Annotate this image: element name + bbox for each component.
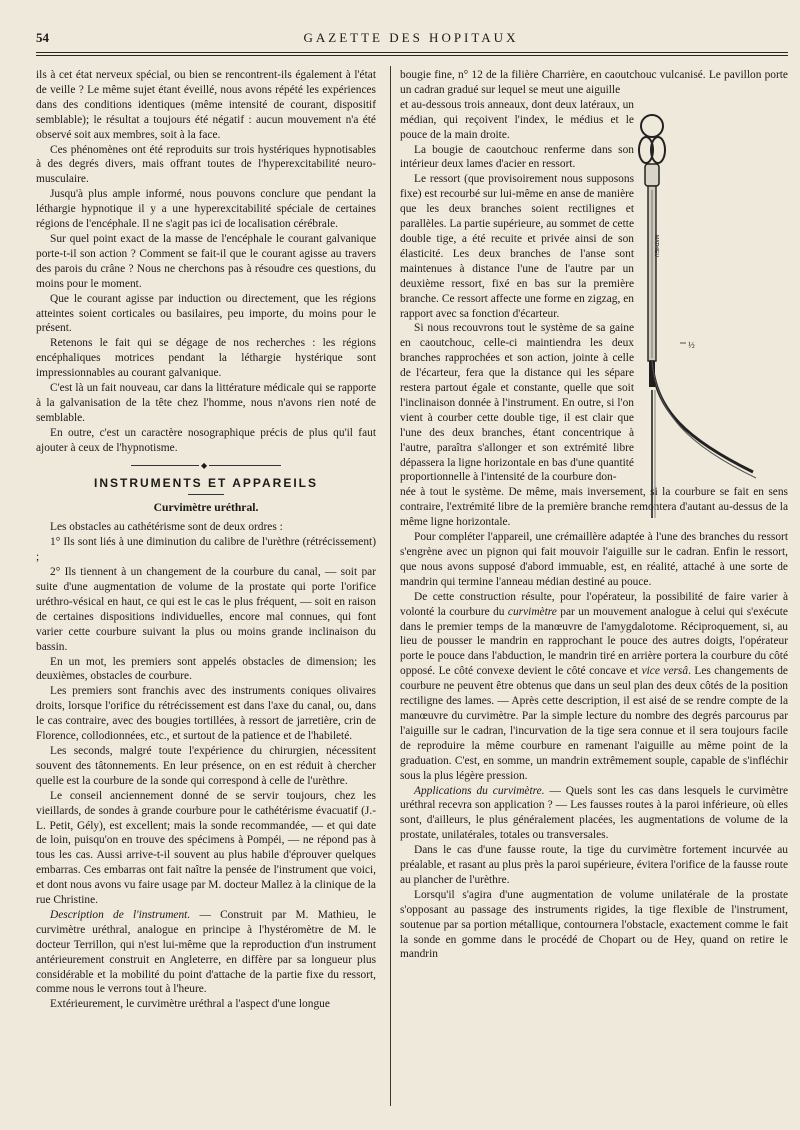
text-run: . Les changements de courbure ne peuvent être obtenus que dans un seul plan des deux côtés de la position rectiligne des lames. — Après cette description, il est aisé de se rendre compte de la manœuvre du curvimètre. Par la simple lecture du nombre des degrés parcourus par l'aiguille sur le cadran, l'incurvation de la tige sera connue et il sera toujours facile de reproduire la même courbure en ramenant l'aiguille au même point de la graduation. C'est, en somme, un mandrin extrêmement souple, capable de s'infléchir sous la plus légère pression. bbox=[400, 665, 788, 782]
paragraph: Extérieurement, le curvimètre uréthral a l'aspect d'une longue bbox=[50, 998, 330, 1011]
journal-title: GAZETTE DES HOPITAUX bbox=[303, 30, 519, 45]
inline-heading: Description de l'instrument. bbox=[50, 908, 191, 921]
paragraph: Les seconds, malgré toute l'expérience du chirurgien, nécessitent souvent des tâtonnements. En leur présence, on en est réduit à chercher quelle est la courbure de la sonde qui correspond à celle de l'urèthre. bbox=[36, 744, 376, 787]
curvimeter-drawing bbox=[628, 110, 788, 530]
paragraph: Si nous recouvrons tout le système de sa gaine en caoutchouc, celle-ci maintiendra les deux branches rapprochées et son action, jointe à celle de l'écarteur, fera que la distance qui les sépare restera partout égale et constante, quelle que soit l'inclinaison donnée à l'instrument. En outre, si l'on vient à courber cette double tige, il est clair que l'une des deux branches, étant concentrique à l'autre, paraîtra s'allonger et son extrémité libre dépassera la ligne horizontale en bas d'une quantité proportionnelle à l'intensité de la courbure don- bbox=[400, 322, 634, 484]
paragraph-text: — Construit par M. Mathieu, le curvimètre uréthral, analogue en principe à l'hystéromètre de M. le docteur Terrillon, qui n'est lui-même que la reproduction d'un instrument antérieurement construit en Angleterre, en diffère par sa longueur plus considérable et la mobilité du point d'attache de la partie fixe du ressort, comme nous le verrons tout à l'heure. bbox=[36, 908, 376, 996]
paragraph: bougie fine, n° 12 de la filière Charrière, en caoutchouc vulcanisé. Le pavillon porte un cadran gradué sur lequel se meut une aiguille bbox=[400, 69, 788, 96]
paragraph: En un mot, les premiers sont appelés obstacles de dimension; les deuxièmes, obstacles de courbure. bbox=[36, 655, 376, 683]
text-run: par un mouvement analogue à celui qui s'exécute dans le premier temps de la manœuvre de l'amygdalotome. Réciproquement, si, au lieu de pousser le mandrin en rapprochant le pouce des autres doigts, l'opérateur porte le pouce dans l'abduction, le mandrin tiré en arrière portera la courbure du côté opposé. Le côté convexe devient le côté concave et bbox=[400, 605, 788, 678]
left-column bbox=[36, 68, 376, 1012]
section-rule bbox=[188, 494, 224, 495]
paragraph: ils à cet état nerveux spécial, ou bien se rencontrent-ils également à l'état de veille ? Le même sujet étant éveillé, nous avons répété les expériences dans des conditions identiques (même intensité de courant, dispositif semblable); le résultat a toujours été négatif : aucun mouvement n'a été observé soit aux membres, soit à la face. bbox=[36, 69, 376, 141]
paragraph-applications bbox=[400, 784, 788, 844]
paragraph: née à tout le système. De même, mais inversement, si la courbure se fait en sens contraire, l'extrémité libre de la première branche remontera d'autant au-dessus de la même ligne horizontale. bbox=[400, 486, 788, 529]
text-beside-figure bbox=[400, 98, 634, 486]
paragraph-text: — Quels sont les cas dans lesquels le curvimètre uréthral recevra son application ? — Les fausses routes à la paroi inférieure, où elles sont, d'ailleurs, le plus généralement placées, les augmentations de volume de la prostate, unilatérales, totales ou transversales. bbox=[400, 784, 788, 842]
paragraph: Les premiers sont franchis avec des instruments coniques olivaires droits, lorsque l'orifice du rétrécissement est dans l'axe du canal, ou, dans le cas contraire, avec des bougies tortillées, à ressort de jarretière, crin de Florence, collodionnées, etc., et surtout de la patience et de l'habileté. bbox=[36, 685, 376, 743]
thumb-ring bbox=[641, 115, 663, 137]
paragraph: La bougie de caoutchouc renferme dans son intérieur deux lames d'acier en ressort. bbox=[400, 143, 634, 171]
paragraph: 2° Ils tiennent à un changement de la courbure du canal, — soit par suite d'une augmentation de volume de la prostate qui porte l'orifice uréthro-vésical en haut, ce qui est le cas le plus fréquent, — soit en raison de certaines dispositions individuelles, encore mal connues, qui font varier cette courbure suivant la plus ou moins grande inclinaison du bassin. bbox=[36, 566, 376, 653]
paragraph: C'est là un fait nouveau, car dans la littérature médicale qui se rapporte à la galvanisation de la tête chez l'homme, nous n'avons rien noté de semblable. bbox=[36, 382, 376, 424]
paragraph: Les obstacles au cathétérisme sont de deux ordres : bbox=[50, 521, 283, 534]
paragraph: Le conseil anciennement donné de se servir toujours, chez les vieillards, de sondes à grande courbure pour le cathétérisme évacuatif (J.-L. Petit, Gély), est excellent; mais la sonde recommandée, — et qui date de loin, puisqu'on en trouve des spécimens à Pompéi, — ne répond pas à tous les cas. Aussi arrive-t-il souvent au plus habile d'éprouver quelques embarras. Ces embarras ont fait naître la pensée de l'instrument que voici, et dont nous avons vu faire usage par M. docteur Mallez à la clinique de la rue Christine. bbox=[36, 789, 376, 907]
curvimeter-illustration bbox=[628, 110, 788, 530]
paragraph: 1° Ils sont liés à une diminution du calibre de l'urèthre (rétrécissement) ; bbox=[36, 536, 376, 564]
paragraph: et au-dessous trois anneaux, dont deux latéraux, un médian, qui reçoivent l'index, le médius et le pouce de la main droite. bbox=[400, 98, 634, 141]
paragraph: En outre, c'est un caractère nosographique précis de plus qu'il faut ajouter à ceux de l'hypnotisme. bbox=[36, 426, 376, 454]
maker-stamp: MATHIEU bbox=[653, 235, 659, 258]
paragraph: Sur quel point exact de la masse de l'encéphale le courant galvanique porte-t-il son action ? Comment se fait-il que le courant agisse au travers des parois du crâne ? Nous ne cherchons pas à résoudre ces questions, du moins pour le moment. bbox=[36, 232, 376, 290]
curved-tip bbox=[652, 360, 753, 472]
page-number: 54 bbox=[36, 30, 49, 45]
paragraph: Pour compléter l'appareil, une crémaillère adaptée à l'une des branches du ressort s'engrène avec un pignon qui fait mouvoir l'aiguille sur le cadran. Enfin le ressort, que nous avons supposé d'abord immuable, est, en réalité, attaché à une sorte de mandrin qui termine l'anneau médian destiné au pouce. bbox=[400, 531, 788, 588]
italic-term: vice versâ bbox=[641, 665, 689, 678]
paragraph-description bbox=[36, 908, 376, 997]
inline-heading: Applications du curvimètre. bbox=[414, 784, 545, 797]
header-rule bbox=[36, 52, 788, 53]
column-divider bbox=[390, 66, 391, 1106]
section-ornament bbox=[131, 465, 281, 466]
paragraph: Lorsqu'il s'agira d'une augmentation de volume unilatérale de la prostate s'opposant au passage des instruments rigides, la tige flexible de l'instrument, soutenue par sa portion métallique, contournera l'obstacle, exactement comme le fait la sonde en gomme dans le procédé de Chopart ou de Hey, quand on retire le mandrin bbox=[400, 888, 788, 961]
scale-label: ½ bbox=[688, 340, 695, 350]
italic-term: curvimètre bbox=[507, 605, 557, 618]
paragraph: Dans le cas d'une fausse route, la tige du curvimètre fortement incurvée au préalable, et rasant au plus près la paroi supérieure, évitera l'orifice de la fausse route au plancher de l'urèthre. bbox=[400, 844, 788, 886]
section-title: INSTRUMENTS ET APPAREILS bbox=[93, 475, 318, 490]
paragraph: Retenons le fait qui se dégage de nos recherches : les régions encéphaliques motrices pendant la léthargie hystérique sont impressionnables au courant galvanique. bbox=[36, 337, 376, 380]
paragraph bbox=[400, 590, 788, 784]
paragraph: Jusqu'à plus ample informé, nous pouvons conclure que pendant la léthargie hypnotique il y a une hyperexcitabilité spéciale de certaines régions de l'encéphale. Il ne s'agit pas ici de localisation cérébrale. bbox=[36, 188, 376, 231]
text-below-figure bbox=[400, 485, 788, 962]
page-header bbox=[36, 30, 786, 52]
dial-housing bbox=[645, 164, 659, 186]
header-rule-thin bbox=[36, 55, 788, 56]
paragraph: Que le courant agisse par induction ou directement, que les régions atteintes soient corticales ou basilaires, peu importe, du moins pour le présent. bbox=[36, 292, 376, 335]
article-title: Curvimètre uréthral. bbox=[153, 501, 259, 515]
curved-tip-shadow bbox=[652, 360, 756, 478]
paragraph: Le ressort (que provisoirement nous supposons fixe) est recourbé sur lui-même en anse de manière que les deux branches soient rectilignes et parallèles. La partie supérieure, au sommet de cette double tige, a été recuite et privée ainsi de son élasticité. Les deux branches de l'anse sont maintenues à distance l'une de l'autre par un deuxième ressort, fixé en bas sur la première branche. Ce ressort affecte une forme en zigzag, en rapport avec sa fonction d'écarteur. bbox=[400, 173, 634, 320]
paragraph: Ces phénomènes ont été reproduits sur trois hystériques hypnotisables à des degrés divers, mais offrant toutes de l'hyperexcitabilité neuro-musculaire. bbox=[36, 143, 376, 186]
text-run: De cette construction résulte, pour l'opérateur, la possibilité de faire varier à volonté la courbure du bbox=[400, 590, 788, 618]
